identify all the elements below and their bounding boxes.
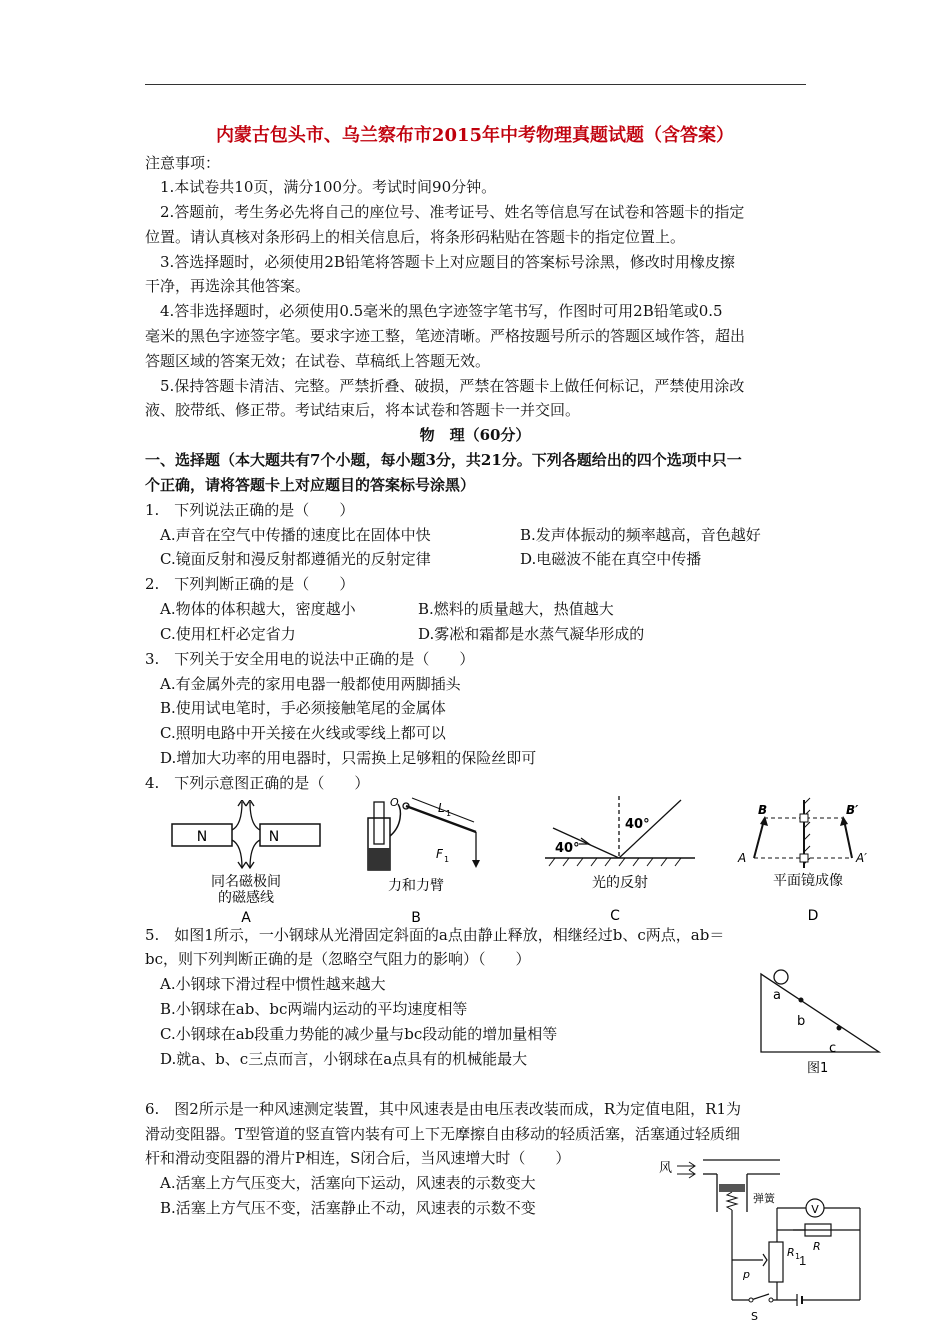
- figure-caption: 力和力臂: [388, 878, 444, 894]
- point-label: a: [773, 988, 781, 1003]
- q4-figure-d: [728, 796, 888, 925]
- figure-caption: 同名磁极间: [211, 874, 281, 890]
- option-letter: C: [610, 908, 620, 924]
- q4-figure-c: [545, 796, 695, 925]
- q6-option-b: B.活塞上方气压不变，活塞静止不动，风速表的示数不变: [160, 1199, 536, 1217]
- option-letter: A: [241, 910, 251, 925]
- svg-text:1: 1: [795, 1252, 801, 1261]
- wind-label: 风: [659, 1161, 673, 1176]
- q6-stem: 6. 图2所示是一种风速测定装置，其中风速表是由电压表改装而成，R为定值电阻，R1为: [145, 1100, 741, 1118]
- notice-heading: 注意事项：: [145, 154, 221, 172]
- q1-option-a: A.声音在空气中传播的速度比在固体中快: [160, 526, 431, 544]
- q6-stem-cont: 杆和滑动变阻器的滑片P相连，S闭合后，当风速增大时（ ）: [145, 1149, 571, 1167]
- q5-stem: 5. 如图1所示，一小钢球从光滑固定斜面的a点由静止释放，相继经过b、c两点，ab＝: [145, 926, 725, 944]
- figure-caption: 的磁感线: [218, 890, 274, 906]
- q6-stem-cont: 滑动变阻器。T型管道的竖直管内装有可上下无摩擦自由移动的轻质活塞，活塞通过轻质细: [145, 1125, 741, 1143]
- option-letter: D: [807, 908, 819, 924]
- force-label: F: [436, 847, 443, 861]
- page-number: 1: [799, 1253, 807, 1268]
- q2-option-a: A.物体的体积越大，密度越小: [160, 600, 356, 618]
- q1-option-c: C.镜面反射和漫反射都遵循光的反射定律: [160, 550, 431, 568]
- svg-text:1: 1: [444, 855, 450, 864]
- point-label: b: [797, 1014, 806, 1029]
- figure-caption: 光的反射: [592, 875, 648, 891]
- angle-label: 40°: [625, 817, 650, 832]
- slider-label: p: [743, 1268, 750, 1281]
- pivot-label: O: [390, 796, 399, 809]
- figure-caption: 平面镜成像: [773, 873, 843, 889]
- voltmeter-label: V: [811, 1203, 819, 1216]
- lever-arm-label: L: [438, 801, 445, 815]
- notice-line: 毫米的黑色字迹签字笔。要求字迹工整，笔迹清晰。严格按题号所示的答题区域作答，超出: [145, 327, 746, 345]
- notice-line: 答题区域的答案无效；在试卷、草稿纸上答题无效。: [145, 352, 491, 370]
- q4-figure-a: [168, 800, 328, 925]
- q6-figure-circuit: [655, 1150, 870, 1340]
- q3-option-d: D.增加大功率的用电器时，只需换上足够粗的保险丝即可: [160, 749, 537, 767]
- notice-line: 1.本试卷共10页，满分100分。考试时间90分钟。: [160, 178, 497, 196]
- q5-option-c: C.小钢球在ab段重力势能的减少量与bc段动能的增加量相等: [160, 1025, 558, 1043]
- q3-option-c: C.照明电路中开关接在火线或零线上都可以: [160, 724, 446, 742]
- magnet-pole-label: N: [268, 829, 280, 845]
- notice-line: 5.保持答题卡清洁、完整。严禁折叠、破损，严禁在答题卡上做任何标记，严禁使用涂改: [160, 377, 745, 395]
- option-letter: B: [411, 910, 421, 925]
- point-label: B′: [846, 803, 859, 817]
- q3-stem: 3. 下列关于安全用电的说法中正确的是（ ）: [145, 650, 475, 668]
- q4-figure-b: [350, 796, 490, 925]
- rheostat-label: R: [787, 1246, 795, 1259]
- part1-heading: 一、选择题（本大题共有7个小题，每小题3分，共21分。下列各题给出的四个选项中只一: [145, 451, 742, 469]
- physics-heading: 物 理（60分）: [419, 426, 531, 444]
- switch-label: S: [751, 1310, 758, 1323]
- q3-option-a: A.有金属外壳的家用电器一般都使用两脚插头: [160, 675, 461, 693]
- q1-option-d: D.电磁波不能在真空中传播: [520, 550, 702, 568]
- q2-option-c: C.使用杠杆必定省力: [160, 625, 296, 643]
- notice-line: 3.答选择题时，必须使用2B铅笔将答题卡上对应题目的答案标号涂黑，修改时用橡皮擦: [160, 253, 735, 271]
- q5-figure-incline: [755, 968, 887, 1080]
- resistor-label: R: [813, 1240, 821, 1253]
- notice-line: 2.答题前，考生务必先将自己的座位号、准考证号、姓名等信息写在试卷和答题卡的指定: [160, 203, 745, 221]
- header-rule: [145, 84, 806, 85]
- q5-option-d: D.就a、b、c三点而言，小钢球在a点具有的机械能最大: [160, 1050, 528, 1068]
- point-label: A: [738, 851, 747, 865]
- point-label: A′: [856, 851, 867, 865]
- angle-label: 40°: [555, 841, 580, 856]
- point-label: c: [829, 1041, 837, 1056]
- q2-option-b: B.燃料的质量越大，热值越大: [418, 600, 614, 618]
- part1-heading-cont: 个正确，请将答题卡上对应题目的答案标号涂黑）: [145, 476, 476, 494]
- q2-stem: 2. 下列判断正确的是（ ）: [145, 575, 355, 593]
- figure-caption: 图1: [807, 1061, 829, 1076]
- q2-option-d: D.雾凇和霜都是水蒸气凝华形成的: [418, 625, 645, 643]
- notice-line: 干净，再选涂其他答案。: [145, 277, 311, 295]
- q1-stem: 1. 下列说法正确的是（ ）: [145, 501, 355, 519]
- notice-line: 液、胶带纸、修正带。考试结束后，将本试卷和答题卡一并交回。: [145, 401, 581, 419]
- q4-stem: 4. 下列示意图正确的是（ ）: [145, 774, 370, 792]
- point-label: B: [758, 803, 768, 817]
- spring-label: 弹簧: [753, 1192, 775, 1205]
- q5-option-a: A.小钢球下滑过程中惯性越来越大: [160, 975, 386, 993]
- q5-option-b: B.小钢球在ab、bc两端内运动的平均速度相等: [160, 1000, 468, 1018]
- q6-option-a: A.活塞上方气压变大，活塞向下运动，风速表的示数变大: [160, 1174, 536, 1192]
- notice-line: 位置。请认真核对条形码上的相关信息后，将条形码粘贴在答题卡的指定位置上。: [145, 228, 686, 246]
- page-title: 内蒙古包头市、乌兰察布市2015年中考物理真题试题（含答案）: [215, 125, 735, 146]
- magnet-pole-label: N: [196, 829, 208, 845]
- q5-stem-cont: bc，则下列判断正确的是（忽略空气阻力的影响）（ ）: [145, 950, 531, 968]
- svg-text:1: 1: [446, 809, 452, 818]
- q1-option-b: B.发声体振动的频率越高，音色越好: [520, 526, 761, 544]
- q3-option-b: B.使用试电笔时，手必须接触笔尾的金属体: [160, 699, 446, 717]
- notice-line: 4.答非选择题时，必须使用0.5毫米的黑色字迹签字笔书写，作图时可用2B铅笔或0.5: [160, 302, 723, 320]
